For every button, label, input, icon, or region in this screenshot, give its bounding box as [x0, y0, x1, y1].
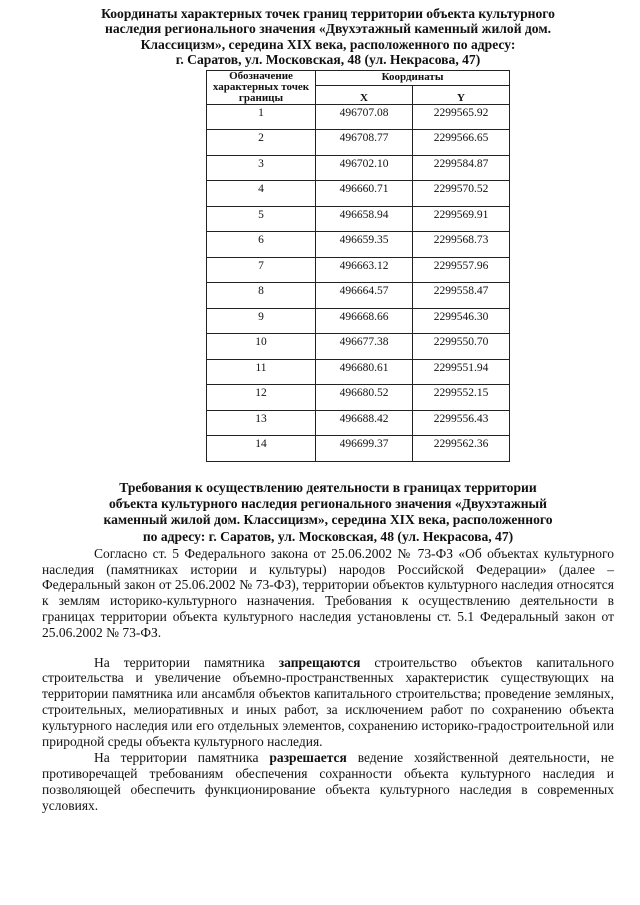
x-coordinate-cell: 496663.12: [316, 257, 413, 283]
title-line: Координаты характерных точек границ территории объекта культурного: [101, 6, 555, 21]
point-number-cell: 1: [207, 104, 316, 130]
y-coordinate-cell: 2299584.87: [413, 155, 510, 181]
point-number-cell: 13: [207, 410, 316, 436]
table-row: [207, 359, 510, 385]
point-number-cell: 8: [207, 283, 316, 309]
heading-line: объекта культурного наследия регионального значения «Двухэтажный: [109, 495, 547, 511]
point-number-cell: 4: [207, 181, 316, 207]
point-number-cell: 14: [207, 436, 316, 462]
prohibitions-lead: На территории памятника: [94, 654, 265, 670]
prohibitions-body: строительство объектов капитального строительства и увеличение объемно-пространственных характеристик существующих на территории памятника или ансамбля объектов капитального строительства; проведение земляных, строительных, мелиоративных и иных работ, за исключением работ по сохранению объекта культурного наследия или его отдельных элементов, сохранению историко-градостроительной или природной среды объекта культурного наследия.: [42, 654, 615, 749]
table-row: [207, 181, 510, 207]
permissions-body: ведение хозяйственной деятельности, не противоречащей требованиям обеспечения сохранности объекта культурного наследия и позволяющей обеспечить функционирование объекта культурного наследия в современных условиях.: [42, 750, 614, 813]
table-row: [207, 385, 510, 411]
y-coordinate-cell: 2299556.43: [413, 410, 510, 436]
point-number-cell: 7: [207, 257, 316, 283]
table-row: [207, 283, 510, 309]
x-coordinate-cell: 496708.77: [316, 130, 413, 156]
title-line: Классицизм», середина XIX века, расположенного по адресу:: [140, 36, 516, 52]
permissions-keyword: разрешается: [269, 750, 347, 766]
x-coordinate-cell: 496702.10: [316, 155, 413, 181]
title-line: наследия регионального значения «Двухэтажный каменный жилой дом.: [104, 21, 552, 37]
table-row: [207, 104, 510, 130]
y-coordinate-cell: 2299557.96: [413, 257, 510, 283]
column-header-y: Y: [413, 86, 510, 105]
heading-line: по адресу: г. Саратов, ул. Московская, 48 (ул. Некрасова, 47): [142, 528, 514, 544]
x-coordinate-cell: 496658.94: [316, 206, 413, 232]
point-number-cell: 11: [207, 359, 316, 385]
table-body: [207, 104, 510, 461]
table-row: [207, 155, 510, 181]
table-row: [207, 436, 510, 462]
table-row: [207, 257, 510, 283]
y-coordinate-cell: 2299565.92: [413, 104, 510, 130]
point-number-cell: 6: [207, 232, 316, 258]
point-number-cell: 3: [207, 155, 316, 181]
y-coordinate-cell: 2299550.70: [413, 334, 510, 360]
paragraph-permissions: [42, 750, 614, 813]
y-coordinate-cell: 2299568.73: [413, 232, 510, 258]
prohibitions-keyword: запрещаются: [278, 654, 361, 670]
table-row: [207, 232, 510, 258]
x-coordinate-cell: 496664.57: [316, 283, 413, 309]
table-row: [207, 130, 510, 156]
paragraph-prohibitions: [42, 655, 614, 750]
y-coordinate-cell: 2299551.94: [413, 359, 510, 385]
x-coordinate-cell: 496699.37: [316, 436, 413, 462]
requirements-heading: [42, 480, 614, 545]
point-number-cell: 9: [207, 308, 316, 334]
column-header-x: X: [316, 86, 413, 105]
title-line: г. Саратов, ул. Московская, 48 (ул. Некрасова, 47): [175, 52, 481, 68]
permissions-lead: На территории памятника: [94, 750, 259, 766]
y-coordinate-cell: 2299562.36: [413, 436, 510, 462]
x-coordinate-cell: 496659.35: [316, 232, 413, 258]
x-coordinate-cell: 496707.08: [316, 104, 413, 130]
heading-line: Требования к осуществлению деятельности в границах территории: [119, 479, 537, 495]
y-coordinate-cell: 2299558.47: [413, 283, 510, 309]
table-row: [207, 206, 510, 232]
y-coordinate-cell: 2299569.91: [413, 206, 510, 232]
table-row: [207, 308, 510, 334]
column-header-coordinates: Координаты: [316, 70, 510, 85]
document-title: [42, 6, 614, 68]
table-row: [207, 410, 510, 436]
point-number-cell: 12: [207, 385, 316, 411]
y-coordinate-cell: 2299546.30: [413, 308, 510, 334]
y-coordinate-cell: 2299566.65: [413, 130, 510, 156]
y-coordinate-cell: 2299552.15: [413, 385, 510, 411]
heading-line: каменный жилой дом. Классицизм», середина XIX века, расположенного: [103, 512, 553, 528]
coordinates-table: [206, 70, 510, 462]
point-number-cell: 10: [207, 334, 316, 360]
x-coordinate-cell: 496677.38: [316, 334, 413, 360]
y-coordinate-cell: 2299570.52: [413, 181, 510, 207]
x-coordinate-cell: 496680.52: [316, 385, 413, 411]
point-number-cell: 5: [207, 206, 316, 232]
point-number-cell: 2: [207, 130, 316, 156]
column-header-point-label: Обозначение характерных точек границы: [207, 70, 316, 104]
x-coordinate-cell: 496688.42: [316, 410, 413, 436]
paragraph-legal-basis: Согласно ст. 5 Федерального закона от 25.06.2002 № 73-ФЗ «Об объектах культурного наследия (памятниках истории и культуры) народов Российской Федерации» (далее – Федеральный закон от 25.06.2002 № 73-ФЗ), территории объектов культурного наследия относятся к землям историко-культурного назначения. Требования к осуществлению деятельности в границах территории объекта культурного наследия установлены ст. 5.1 Федеральный закон от 25.06.2002 № 73-ФЗ.: [42, 545, 614, 640]
x-coordinate-cell: 496668.66: [316, 308, 413, 334]
x-coordinate-cell: 496680.61: [316, 359, 413, 385]
table-row: [207, 334, 510, 360]
x-coordinate-cell: 496660.71: [316, 181, 413, 207]
